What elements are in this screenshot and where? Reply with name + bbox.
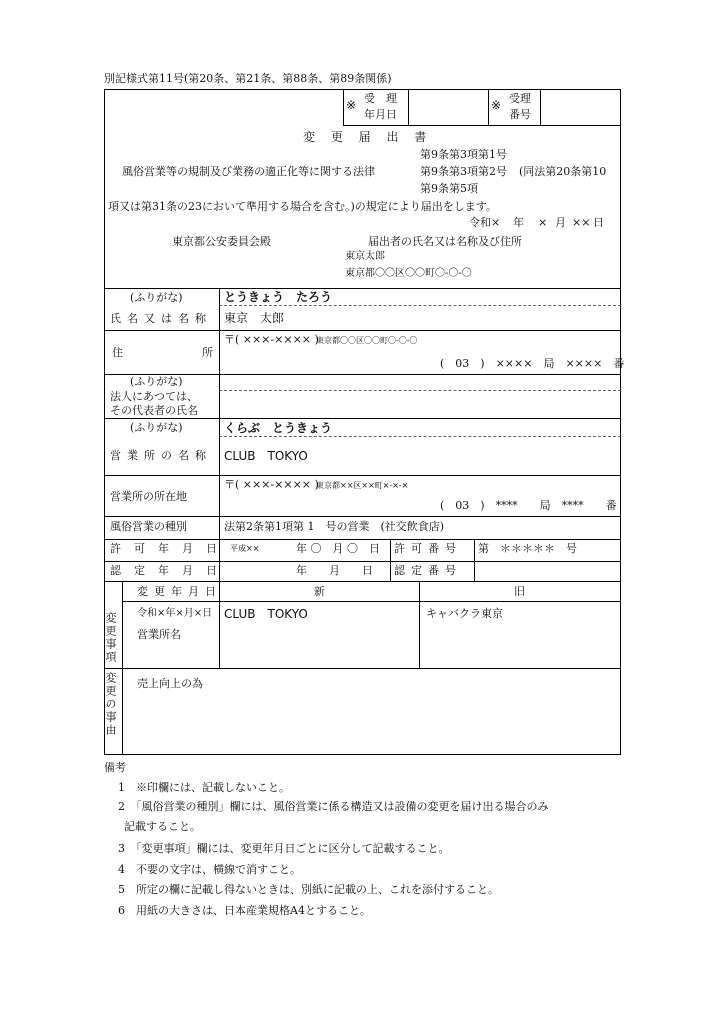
note-item: 記載すること。 bbox=[124, 820, 201, 833]
divider bbox=[219, 390, 621, 391]
change-section-label: 変更事項 bbox=[104, 612, 117, 664]
change-item: 営業所名 bbox=[137, 628, 181, 641]
divider bbox=[104, 668, 621, 669]
biz-furigana-value: くらぶ とうきょう bbox=[224, 421, 333, 435]
notifier-label: 届出者の氏名又は名称及び住所 bbox=[368, 235, 522, 248]
article-1: 第9条第3項第1号 bbox=[420, 148, 507, 161]
date-day-unit: 日 bbox=[593, 216, 604, 229]
divider bbox=[104, 330, 621, 331]
label-column-divider bbox=[219, 288, 220, 581]
date-day: ×× bbox=[572, 216, 591, 229]
address-postal: 〒( ×××-×××× ) bbox=[224, 333, 319, 346]
old-value: キャバクラ東京 bbox=[426, 607, 503, 620]
notes-heading: 備考 bbox=[104, 761, 126, 774]
rep-label-2: その代表者の氏名 bbox=[110, 404, 198, 417]
change-date-value: 令和×年×月×日 bbox=[137, 608, 213, 619]
divider bbox=[104, 418, 621, 419]
type-value: 法第2条第1項第 1 号の営業 (社交飲食店) bbox=[224, 520, 445, 533]
change-reason-value: 売上向上の為 bbox=[137, 677, 203, 690]
reception-date-label: 受 理 bbox=[364, 92, 397, 105]
reception-date-label-2: 年月日 bbox=[364, 108, 397, 121]
addressee: 東京都公安委員会殿 bbox=[172, 235, 271, 248]
divider bbox=[104, 581, 621, 582]
reception-number-label-2: 番号 bbox=[509, 108, 531, 121]
divider bbox=[390, 539, 391, 581]
paren-start: (同法第20条第10 bbox=[519, 165, 607, 178]
change-reason-label: 変更の事由 bbox=[104, 672, 117, 737]
reception-mark-1: ※ bbox=[346, 98, 357, 112]
biz-tel: ( 03 ) **** 局 **** 番 bbox=[440, 499, 617, 512]
permit-date-label: 許可年月日 bbox=[110, 542, 230, 555]
divider bbox=[104, 475, 621, 476]
divider bbox=[104, 516, 621, 517]
biz-address-label: 営業所の所在地 bbox=[110, 490, 187, 503]
document-title: 変 更 届 出 書 bbox=[303, 130, 433, 144]
type-label: 風俗営業の種別 bbox=[110, 520, 187, 533]
address-label-left: 住 bbox=[112, 346, 123, 359]
note-item: 2 「風俗営業の種別」欄には、風俗営業に係る構造又は設備の変更を届け出る場合のみ bbox=[118, 800, 549, 813]
divider bbox=[122, 601, 621, 602]
biz-name-value: CLUB TOKYO bbox=[224, 449, 308, 463]
biz-name-label: 営業所の名称 bbox=[110, 449, 212, 462]
cert-date-value: 年 月 日 bbox=[296, 564, 373, 577]
address-label-right: 所 bbox=[202, 346, 213, 359]
article-2: 第9条第3項第2号 bbox=[420, 165, 507, 178]
name-furigana-label: (ふりがな) bbox=[130, 291, 183, 304]
name-label: 氏名又は名称 bbox=[110, 312, 212, 325]
divider bbox=[488, 89, 489, 125]
date-reiwa: 令和× bbox=[469, 216, 501, 229]
divider bbox=[219, 305, 621, 306]
divider bbox=[408, 89, 409, 125]
change-date-column-label: 変更年月日 bbox=[137, 585, 222, 598]
provision-continuation: 項又は第31条の23において準用する場合を含む。)の規定により届出をします。 bbox=[108, 200, 497, 213]
divider bbox=[219, 436, 621, 437]
note-item: 3 「変更事項」欄には、変更年月日ごとに区分して記載すること。 bbox=[118, 842, 450, 855]
divider bbox=[122, 581, 123, 755]
notifier-address: 東京都〇〇区〇〇町〇-〇-〇 bbox=[345, 268, 472, 279]
note-item: 5 所定の欄に記載し得ないときは、別紙に記載の上、これを添付すること。 bbox=[118, 883, 499, 896]
cert-number-label: 認定番号 bbox=[394, 564, 462, 577]
divider bbox=[343, 89, 344, 125]
address-tel: ( 03 ) ×××× 局 ×××× 番 bbox=[440, 357, 625, 370]
divider bbox=[343, 125, 621, 126]
biz-address-value: 東京都××区××町×-×-× bbox=[316, 481, 409, 490]
note-item: 6 用紙の大きさは、日本産業規格A4とすること。 bbox=[118, 904, 371, 917]
divider bbox=[540, 89, 541, 125]
name-value: 東京 太郎 bbox=[224, 311, 285, 325]
permit-number-label: 許可番号 bbox=[394, 542, 462, 555]
date-year-unit: 年 bbox=[513, 216, 524, 229]
divider bbox=[104, 288, 621, 289]
new-column-label: 新 bbox=[314, 585, 325, 598]
address-value: 東京都〇〇区〇〇町〇-〇-〇 bbox=[316, 336, 418, 345]
divider bbox=[104, 539, 621, 540]
notifier-name: 東京太郎 bbox=[345, 251, 385, 262]
note-item: 1 ※印欄には、記載しないこと。 bbox=[118, 781, 290, 794]
old-column-label: 旧 bbox=[514, 585, 525, 598]
date-month: × bbox=[538, 216, 548, 229]
divider bbox=[419, 581, 420, 668]
reception-mark-2: ※ bbox=[491, 98, 502, 112]
permit-number-value: 第 ＊＊＊＊＊ 号 bbox=[478, 542, 577, 555]
biz-postal: 〒( ×××-×××× ) bbox=[224, 478, 319, 491]
cert-date-label: 認定年月日 bbox=[110, 564, 230, 577]
rep-furigana-label: (ふりがな) bbox=[130, 375, 183, 388]
biz-furigana-label: (ふりがな) bbox=[130, 421, 183, 434]
name-furigana-value: とうきょう たろう bbox=[224, 290, 333, 304]
rep-label-1: 法人にあつては、 bbox=[110, 390, 198, 403]
date-month-unit: 月 bbox=[555, 216, 566, 229]
new-value: CLUB TOKYO bbox=[224, 607, 308, 621]
note-item: 4 不要の文字は、横線で消すこと。 bbox=[118, 863, 301, 876]
article-3: 第9条第5項 bbox=[420, 182, 478, 195]
law-name: 風俗営業等の規制及び業務の適正化等に関する法律 bbox=[122, 165, 375, 178]
reception-number-label: 受理 bbox=[509, 92, 531, 105]
divider bbox=[104, 561, 621, 562]
divider bbox=[474, 539, 475, 581]
permit-date-era: 平成×× bbox=[230, 544, 260, 553]
form-number: 別記様式第11号(第20条、第21条、第88条、第89条関係) bbox=[104, 72, 392, 85]
permit-date-value: 年 〇 月 〇 日 bbox=[296, 542, 380, 555]
